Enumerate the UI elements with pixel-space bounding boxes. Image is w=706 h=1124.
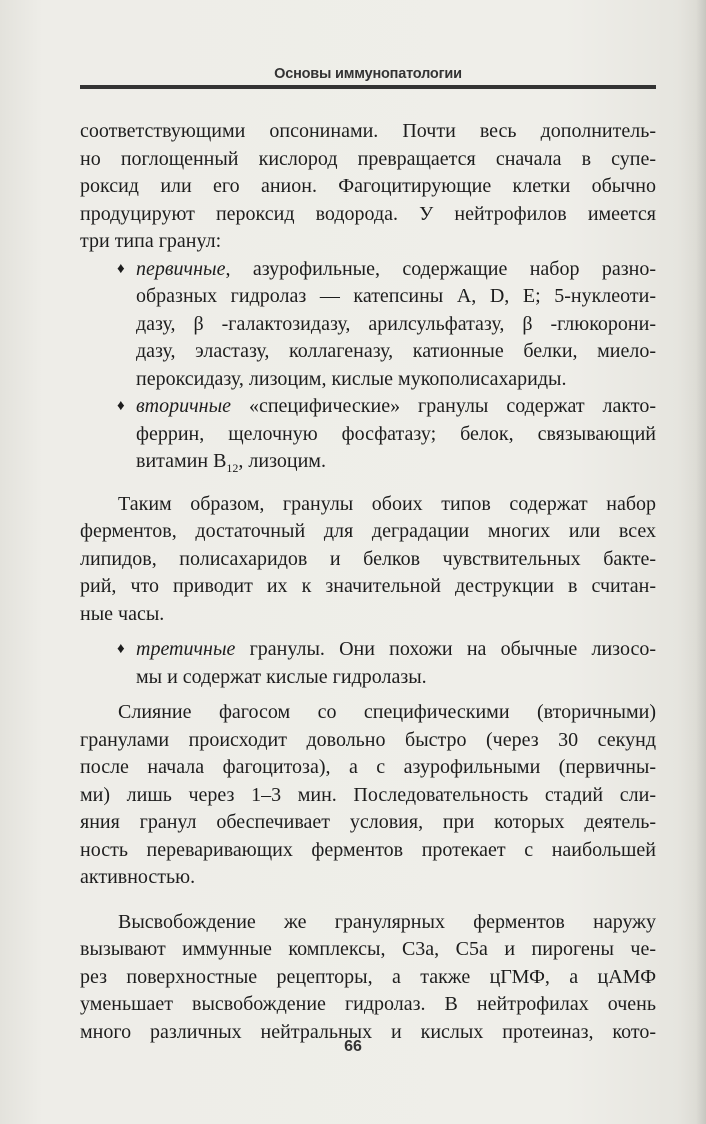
text-line: роксид или его анион. Фагоцитирующие клетки обычно [80,175,656,197]
paragraph-3 [80,699,656,892]
body-text [80,118,656,1046]
text-fragment: , азурофильные, содержащие набор разно- [225,257,656,280]
text-line: соответствующими опсонинами. Почти весь дополнитель- [80,120,656,142]
bullet-tertiary-granules [80,636,656,691]
diamond-bullet-icon: ♦ [117,641,125,657]
text-line [136,393,656,421]
term-primary: первичные [136,257,226,280]
text-line: ферментов, достаточный для деградации многих или всех [80,520,656,542]
text-line: рез поверхностные рецепторы, а также цГМФ, а цАМФ [80,965,656,988]
term-secondary: вторичные [136,395,232,417]
text-line: яния гранул обеспечивает условия, при которых деятель- [80,811,656,833]
text-line [136,448,656,483]
spacer [80,691,656,699]
text-line: три типа гранул: [80,230,222,252]
text-line: феррин, щелочную фосфатазу; белок, связывающий [136,422,656,445]
text-line: рий, что приводит их к значительной деструкции в считан- [80,575,656,597]
header-rule [80,85,656,89]
paragraph-1 [80,118,656,256]
text-line: пероксидазу, лизоцим, кислые мукополисахариды. [136,367,567,390]
diamond-bullet-icon: ♦ [117,398,125,414]
text-line: Таким образом, гранулы обоих типов содержат набор [118,492,656,515]
text-fragment: гранулы. Они похожи на обычные лизосо- [235,638,656,660]
running-header: Основы иммунопатологии [274,66,462,82]
page-edge-shadow [696,0,706,1124]
text-line: дазу, β -галактозидазу, арилсульфатазу, β -глюкорони- [136,312,656,335]
text-line: ми) лишь через 1–3 мин. Последовательность стадий сли- [80,783,656,806]
text-line: мы и содержат кислые гидролазы. [136,665,427,688]
text-line: вызывают иммунные комплексы, C3a, C5a и пирогены че- [80,938,656,960]
text-line [136,256,656,284]
text-line: липидов, полисахаридов и белков чувствительных бакте- [80,547,656,570]
text-line: дазу, эластазу, коллагеназу, катионные белки, миело- [136,340,656,362]
text-line: Высвобождение же гранулярных ферментов наружу [118,910,656,933]
text-line: но поглощенный кислород превращается сначала в супе- [80,147,656,170]
text-fragment: «специфические» гранулы содержат лакто- [231,395,656,417]
subscript: 12 [226,461,239,475]
text-line: образных гидролаз — катепсины A, D, E; 5-нуклеоти- [136,285,656,307]
text-fragment: , лизоцим. [238,450,326,472]
text-fragment: витамин B [136,450,227,472]
text-line: ные часы. [80,602,165,625]
paragraph-2 [80,491,656,629]
text-line: уменьшает высвобождение гидролаз. В нейтрофилах очень [80,993,656,1015]
term-tertiary: третичные [136,638,236,660]
text-line [136,636,656,664]
page-number: 66 [344,1038,362,1055]
spacer [80,483,656,491]
bullet-primary-granules [80,256,656,394]
bullet-secondary-granules [80,393,656,483]
text-line: после начала фагоцитоза), а с азурофильными (первичны- [80,756,656,778]
paragraph-4 [80,909,656,1047]
spacer [80,628,656,636]
text-line: много различных нейтральных и кислых протеиназ, кото- [80,1020,656,1043]
diamond-bullet-icon: ♦ [117,260,125,277]
text-line: гранулами происходит довольно быстро (через 30 секунд [80,728,656,751]
text-line: Слияние фагосом со специфическими (вторичными) [118,701,656,723]
text-line: ность переваривающих ферментов протекает с наибольшей [80,838,656,861]
text-line: активностью. [80,866,196,888]
spacer [80,892,656,909]
text-line: продуцируют пероксид водорода. У нейтрофилов имеется [80,202,656,225]
